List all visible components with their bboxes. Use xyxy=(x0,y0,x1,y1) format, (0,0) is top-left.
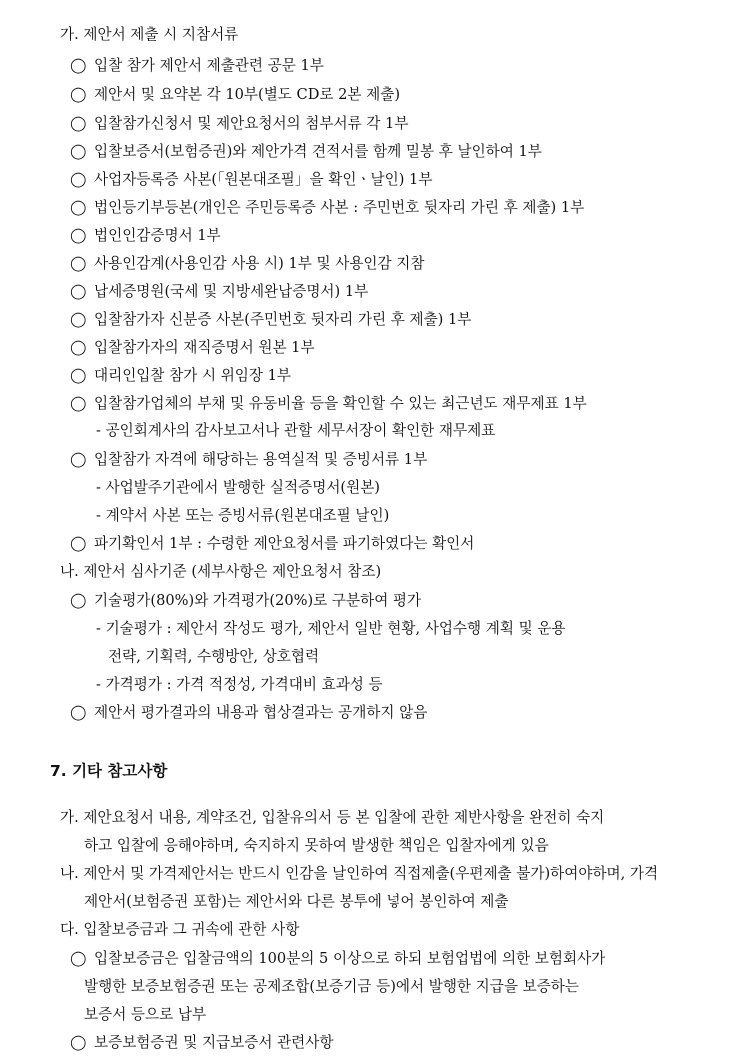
sub-item: - 기술평가 : 제안서 작성도 평가, 제안서 일반 현황, 사업수행 계획 및 운용 xyxy=(96,620,566,637)
list-item: ◯ 대리인입찰 참가 시 위임장 1부 xyxy=(70,363,291,389)
sub-item: - 사업발주기관에서 발행한 실적증명서(원본) xyxy=(96,479,380,496)
list-item-continuation: 발행한 보증보험증권 또는 공제조합(보증기금 등)에서 발행한 지급을 보증하는 xyxy=(84,978,579,995)
circle-bullet-icon: ◯ xyxy=(70,592,87,609)
circle-bullet-icon: ◯ xyxy=(70,171,87,188)
section-7-heading: 7. 기타 참고사항 xyxy=(50,762,168,780)
circle-bullet-icon: ◯ xyxy=(70,451,87,468)
circle-bullet-icon: ◯ xyxy=(70,86,87,103)
circle-bullet-icon: ◯ xyxy=(70,311,87,328)
circle-bullet-icon: ◯ xyxy=(70,704,87,721)
circle-bullet-icon: ◯ xyxy=(70,255,87,272)
list-item: ◯ 법인등기부등본(개인은 주민등록증 사본 : 주민번호 뒷자리 가린 후 제출) 1부 xyxy=(70,195,584,221)
sub-item: - 가격평가 : 가격 적정성, 가격대비 효과성 등 xyxy=(96,676,383,693)
paragraph-na-line-1: 나. 제안서 및 가격제안서는 반드시 인감을 날인하여 직접제출(우편제출 불가)하여야하며, 가격 xyxy=(60,865,659,882)
list-item: ◯ 입찰보증서(보험증권)와 제안가격 견적서를 함께 밀봉 후 날인하여 1부 xyxy=(70,139,542,165)
list-item-continuation: 보증서 등으로 납부 xyxy=(84,1006,207,1023)
list-item: ◯ 파기확인서 1부 : 수령한 제안요청서를 파기하였다는 확인서 xyxy=(70,531,474,557)
circle-bullet-icon: ◯ xyxy=(70,283,87,300)
circle-bullet-icon: ◯ xyxy=(70,367,87,384)
list-item: ◯ 입찰참가 자격에 해당하는 용역실적 및 증빙서류 1부 xyxy=(70,447,427,473)
sub-item: - 공인회계사의 감사보고서나 관할 세무서장이 확인한 재무제표 xyxy=(96,422,496,439)
circle-bullet-icon: ◯ xyxy=(70,199,87,216)
paragraph-ga-line-1: 가. 제안요청서 내용, 계약조건, 입찰유의서 등 본 입찰에 관한 제반사항을 완전히 숙지 xyxy=(60,809,605,826)
list-item: ◯ 입찰보증금은 입찰금액의 100분의 5 이상으로 하되 보험업법에 의한 보험회사가 xyxy=(70,946,605,972)
circle-bullet-icon: ◯ xyxy=(70,395,87,412)
section-ga-title: 가. 제안서 제출 시 지참서류 xyxy=(60,26,239,43)
list-item: ◯ 제안서 및 요약본 각 10부(별도 CD로 2본 제출) xyxy=(70,82,400,108)
circle-bullet-icon: ◯ xyxy=(70,339,87,356)
sub-item-continuation: 전략, 기획력, 수행방안, 상호협력 xyxy=(108,648,320,665)
circle-bullet-icon: ◯ xyxy=(70,1034,87,1051)
list-item: ◯ 납세증명원(국세 및 지방세완납증명서) 1부 xyxy=(70,279,368,305)
list-item: ◯ 입찰참가자 신분증 사본(주민번호 뒷자리 가린 후 제출) 1부 xyxy=(70,307,471,333)
list-item: ◯ 입찰참가자의 재직증명서 원본 1부 xyxy=(70,335,315,361)
list-item: ◯ 기술평가(80%)와 가격평가(20%)로 구분하여 평가 xyxy=(70,588,421,614)
paragraph-ga-line-2: 하고 입찰에 응해야하며, 숙지하지 못하여 발생한 책임은 입찰자에게 있음 xyxy=(84,837,549,854)
list-item: ◯ 제안서 평가결과의 내용과 협상결과는 공개하지 않음 xyxy=(70,700,427,726)
list-item: ◯ 사업자등록증 사본(「원본대조필」을 확인ㆍ날인) 1부 xyxy=(70,167,432,193)
list-item: ◯ 입찰 참가 제안서 제출관련 공문 1부 xyxy=(70,53,324,79)
paragraph-na-line-2: 제안서(보험증권 포함)는 제안서와 다른 봉투에 넣어 봉인하여 제출 xyxy=(84,893,509,910)
list-item: ◯ 보증보험증권 및 지급보증서 관련사항 xyxy=(70,1030,333,1056)
paragraph-da-title: 다. 입찰보증금과 그 귀속에 관한 사항 xyxy=(60,921,300,938)
circle-bullet-icon: ◯ xyxy=(70,143,87,160)
list-item: ◯ 사용인감계(사용인감 사용 시) 1부 및 사용인감 지참 xyxy=(70,251,424,277)
sub-item: - 계약서 사본 또는 증빙서류(원본대조필 날인) xyxy=(96,507,390,524)
circle-bullet-icon: ◯ xyxy=(70,115,87,132)
circle-bullet-icon: ◯ xyxy=(70,535,87,552)
circle-bullet-icon: ◯ xyxy=(70,950,87,967)
list-item: ◯ 법인인감증명서 1부 xyxy=(70,223,221,249)
circle-bullet-icon: ◯ xyxy=(70,57,87,74)
list-item: ◯ 입찰참가업체의 부채 및 유동비율 등을 확인할 수 있는 최근년도 재무제표 1부 xyxy=(70,391,587,417)
section-na-title: 나. 제안서 심사기준 (세부사항은 제안요청서 참조) xyxy=(60,563,382,580)
list-item: ◯ 입찰참가신청서 및 제안요청서의 첨부서류 각 1부 xyxy=(70,111,408,137)
circle-bullet-icon: ◯ xyxy=(70,227,87,244)
